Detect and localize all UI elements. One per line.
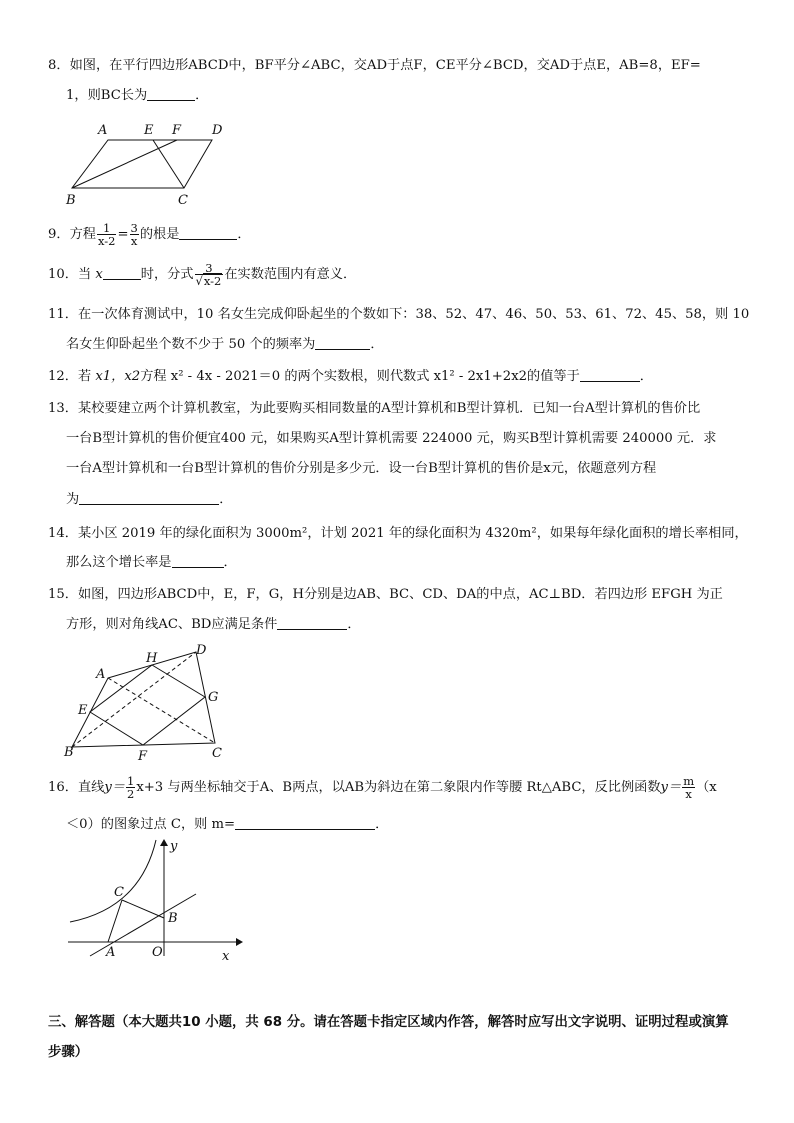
q8-label-b: B [66,193,76,208]
q16-label-c: C [114,885,124,900]
q16-half-fraction: $\frac{1}{2}$ [126,774,135,801]
q15-label-f: F [138,749,148,764]
q9-fraction-2: $\frac{3}{x}$ [130,221,138,248]
q16-hyperbola-curve [70,840,156,922]
q14-line2: 那么这个增长率是 ． [66,555,237,570]
q15-square-efgh [90,665,205,745]
q16-coordinate-figure [60,838,245,963]
q9-fraction-1: $\frac{1}{x-2}$ [97,221,116,248]
q15-label-g: G [208,690,219,705]
q16-label-b: B [168,911,178,926]
q8-label-e: E [144,123,154,138]
q13-line4: 为 ． [66,492,233,507]
q15-label-h: H [146,651,158,666]
q12-answer-blank[interactable] [580,367,640,382]
q15-label-b: B [64,745,74,760]
q8-line2: 1，则BC长为 ． [66,88,209,103]
q16-label-o: O [152,945,163,960]
q8-parallelogram-figure [60,118,230,208]
q16-label-x: x [222,949,230,963]
q11-answer-blank[interactable] [315,335,370,350]
q8-bisector-bf [72,140,177,188]
q16-line2: ＜0）的图象过点 C，则 m= ． [66,817,389,832]
q15-quadrilateral-figure [60,640,240,765]
q16-line1: 16．直线y＝ $\frac{1}{2}$ x+3 与两坐标轴交于A、B两点，以AB为斜边在第二象限内作等腰 Rt△ABC，反比例函数y＝ $\frac{m}{x}$ （x [48,774,717,801]
q15-answer-blank[interactable] [277,615,347,630]
q16-m-over-x-fraction: $\frac{m}{x}$ [683,774,695,801]
q12-line: 12．若 x1，x2方程 x² - 4x - 2021＝0 的两个实数根，则代数式 x1² - 2x1+2x2的值等于 ． [48,369,653,384]
q13-line1: 13．某校要建立两个计算机教室，为此要购买相同数量的A型计算机和B型计算机．已知一台A型计算机的售价比 [48,401,701,416]
q8-label-a: A [98,123,108,138]
q8-bisector-ce [153,140,184,188]
q8-label-c: C [178,193,188,208]
q9-line: 9．方程 $\frac{1}{x-2}$ = $\frac{3}{x}$ 的根是 ． [48,221,251,248]
q16-segment-ac [108,900,122,942]
q11-line1: 11．在一次体育测试中，10 名女生完成仰卧起坐的个数如下：38、52、47、46、50、53、61、72、45、58，则 10 [48,307,750,322]
q8-label-d: D [212,123,223,138]
q8-label-f: F [172,123,182,138]
q8-line1: 8．如图，在平行四边形ABCD中，BF平分∠ABC，交AD于点F，CE平分∠BCD，交AD于点E，AB=8，EF= [48,58,701,73]
q8-answer-blank[interactable] [147,86,195,101]
q10-line: 10．当 x 时，分式 $\frac{3}{√x-2}$ 在实数范围内有意义． [48,261,357,288]
q10-answer-blank[interactable] [103,265,141,280]
q14-answer-blank[interactable] [172,553,224,568]
q16-segment-cb [122,900,164,918]
q15-diagonal-bd [72,652,196,747]
q13-line3: 一台A型计算机和一台B型计算机的售价分别是多少元．设一台B型计算机的售价是x元，依题意列方程 [66,461,657,476]
section-3-heading-line1: 三、解答题（本大题共10 小题，共 68 分。请在答题卡指定区域内作答，解答时应写出文字说明、证明过程或演算 [48,1015,729,1030]
q14-line1: 14．某小区 2019 年的绿化面积为 3000m²，计划 2021 年的绿化面积为 4320m²，如果每年绿化面积的增长率相同， [48,526,748,541]
q13-answer-blank[interactable] [79,490,219,505]
q9-answer-blank[interactable] [179,225,237,240]
q15-line2: 方形，则对角线AC、BD应满足条件 ． [66,617,361,632]
q13-line2: 一台B型计算机的售价便宜400 元，如果购买A型计算机需要 224000 元，购买B型计算机需要 240000 元．求 [66,431,717,446]
q16-label-y: y [170,839,178,854]
q15-label-d: D [196,643,207,658]
q10-fraction: $\frac{3}{√x-2}$ [195,261,222,288]
q16-label-a: A [106,945,116,960]
q16-answer-blank[interactable] [235,815,375,830]
q15-label-a: A [96,667,106,682]
q15-label-e: E [78,703,88,718]
q15-line1: 15．如图，四边形ABCD中，E，F，G，H分别是边AB、BC、CD、DA的中点，AC⊥BD．若四边形 EFGH 为正 [48,587,723,602]
q11-line2: 名女生仰卧起坐个数不少于 50 个的频率为 ． [66,337,384,352]
section-3-heading-line2: 步骤） [48,1045,89,1060]
q15-label-c: C [212,746,222,761]
